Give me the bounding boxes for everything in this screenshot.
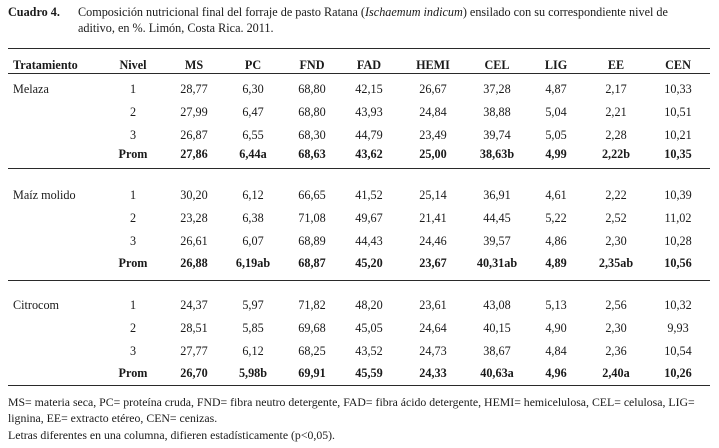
table-cell: 6,30 bbox=[242, 82, 264, 96]
column-header: MS bbox=[184, 58, 204, 72]
column-header: EE bbox=[607, 58, 625, 72]
table-cell: 6,55 bbox=[242, 128, 264, 142]
table-cell: 44,43 bbox=[355, 234, 383, 248]
table-cell: 2,21 bbox=[605, 105, 627, 119]
column-header: HEMI bbox=[416, 58, 450, 72]
table-cell: 2,28 bbox=[605, 128, 627, 142]
table-cell: 27,99 bbox=[180, 105, 208, 119]
average-label: Prom bbox=[118, 366, 148, 380]
table-cell: 24,64 bbox=[419, 321, 447, 335]
table-cell: 23,28 bbox=[180, 211, 208, 225]
average-label: Prom bbox=[118, 147, 148, 161]
table-cell: 71,82 bbox=[298, 298, 326, 312]
treatment-name: Maíz molido bbox=[13, 188, 76, 202]
table-cell: 68,89 bbox=[298, 234, 326, 248]
average-cell: 2,35ab bbox=[598, 256, 634, 270]
table-cell: 2 bbox=[129, 211, 137, 225]
table-cell: 40,15 bbox=[483, 321, 511, 335]
treatment-name: Citrocom bbox=[13, 298, 60, 312]
table-cell: 26,67 bbox=[419, 82, 447, 96]
average-cell: 10,26 bbox=[664, 366, 692, 380]
table-cell: 23,61 bbox=[419, 298, 447, 312]
table-cell: 3 bbox=[129, 234, 137, 248]
table-cell: 43,52 bbox=[355, 344, 383, 358]
caption-text-start: Composición nutricional final del forraje de pasto Ratana ( bbox=[78, 5, 365, 19]
table-cell: 36,91 bbox=[483, 188, 511, 202]
table-cell: 69,68 bbox=[298, 321, 326, 335]
average-cell: 40,63a bbox=[480, 366, 514, 380]
table-rule bbox=[8, 385, 710, 386]
table-cell: 1 bbox=[129, 188, 137, 202]
table-cell: 4,61 bbox=[545, 188, 567, 202]
column-header: FAD bbox=[356, 58, 382, 72]
table-cell: 10,33 bbox=[664, 82, 692, 96]
table-cell: 5,85 bbox=[242, 321, 264, 335]
column-header: FND bbox=[299, 58, 325, 72]
table-rule bbox=[8, 73, 710, 74]
average-cell: 40,31ab bbox=[476, 256, 518, 270]
significance-note: Letras diferentes en una columna, difieren estadísticamente (p<0,05). bbox=[8, 428, 336, 442]
table-cell: 2,17 bbox=[605, 82, 627, 96]
average-cell: 43,62 bbox=[355, 147, 383, 161]
table-cell: 2,30 bbox=[605, 234, 627, 248]
species-name: Ischaemum indicum bbox=[365, 5, 463, 19]
table-cell: 10,28 bbox=[664, 234, 692, 248]
table-cell: 4,90 bbox=[545, 321, 567, 335]
table-cell: 1 bbox=[129, 82, 137, 96]
table-cell: 11,02 bbox=[664, 211, 692, 225]
table-cell: 28,51 bbox=[180, 321, 208, 335]
table-cell: 5,97 bbox=[242, 298, 264, 312]
average-cell: 25,00 bbox=[419, 147, 447, 161]
table-cell: 24,73 bbox=[419, 344, 447, 358]
table-cell: 38,88 bbox=[483, 105, 511, 119]
column-header: CEN bbox=[665, 58, 691, 72]
table-cell: 26,87 bbox=[180, 128, 208, 142]
table-cell: 10,51 bbox=[664, 105, 692, 119]
column-header: Tratamiento bbox=[13, 58, 78, 72]
column-header: Nivel bbox=[119, 58, 147, 72]
table-cell: 6,12 bbox=[242, 188, 264, 202]
table-cell: 10,32 bbox=[664, 298, 692, 312]
table-cell: 68,80 bbox=[298, 82, 326, 96]
table-cell: 23,49 bbox=[419, 128, 447, 142]
average-cell: 69,91 bbox=[298, 366, 326, 380]
table-cell: 24,84 bbox=[419, 105, 447, 119]
column-header: LIG bbox=[544, 58, 568, 72]
table-cell: 39,74 bbox=[483, 128, 511, 142]
table-cell: 68,25 bbox=[298, 344, 326, 358]
table-cell: 4,86 bbox=[545, 234, 567, 248]
table-cell: 25,14 bbox=[419, 188, 447, 202]
table-cell: 3 bbox=[129, 128, 137, 142]
table-cell: 5,13 bbox=[545, 298, 567, 312]
table-cell: 6,38 bbox=[242, 211, 264, 225]
table-cell: 41,52 bbox=[355, 188, 383, 202]
table-cell: 3 bbox=[129, 344, 137, 358]
table-cell: 10,54 bbox=[664, 344, 692, 358]
table-cell: 43,08 bbox=[483, 298, 511, 312]
table-cell: 26,61 bbox=[180, 234, 208, 248]
average-cell: 38,63b bbox=[479, 147, 515, 161]
table-cell: 2 bbox=[129, 105, 137, 119]
table-cell: 28,77 bbox=[180, 82, 208, 96]
average-cell: 10,56 bbox=[664, 256, 692, 270]
table-cell: 44,79 bbox=[355, 128, 383, 142]
table-cell: 6,07 bbox=[242, 234, 264, 248]
table-cell: 4,84 bbox=[545, 344, 567, 358]
table-cell: 2,52 bbox=[605, 211, 627, 225]
table-cell: 71,08 bbox=[298, 211, 326, 225]
average-cell: 24,33 bbox=[419, 366, 447, 380]
table-cell: 49,67 bbox=[355, 211, 383, 225]
average-cell: 6,19ab bbox=[235, 256, 271, 270]
table-rule bbox=[8, 280, 710, 281]
table-cell: 24,46 bbox=[419, 234, 447, 248]
table-rule bbox=[8, 168, 710, 169]
table-cell: 6,47 bbox=[242, 105, 264, 119]
table-cell: 5,05 bbox=[545, 128, 567, 142]
average-label: Prom bbox=[118, 256, 148, 270]
table-cell: 10,39 bbox=[664, 188, 692, 202]
table-cell: 2,30 bbox=[605, 321, 627, 335]
average-cell: 26,70 bbox=[180, 366, 208, 380]
average-cell: 26,88 bbox=[180, 256, 208, 270]
average-cell: 45,20 bbox=[355, 256, 383, 270]
table-cell: 24,37 bbox=[180, 298, 208, 312]
table-cell: 2,56 bbox=[605, 298, 627, 312]
table-cell: 21,41 bbox=[419, 211, 447, 225]
table-cell: 2,36 bbox=[605, 344, 627, 358]
table-cell: 6,12 bbox=[242, 344, 264, 358]
table-cell: 9,93 bbox=[667, 321, 689, 335]
average-cell: 68,63 bbox=[298, 147, 326, 161]
table-cell: 30,20 bbox=[180, 188, 208, 202]
abbreviations-note: MS= materia seca, PC= proteína cruda, FND= fibra neutro detergente, FAD= fibra ácido detergente, HEMI= hemicelulosa, CEL= celulosa, LIG= lignina, EE= extracto etéreo, CEN= cenizas. bbox=[8, 395, 695, 425]
table-cell: 2,22 bbox=[605, 188, 627, 202]
average-cell: 45,59 bbox=[355, 366, 383, 380]
table-cell: 1 bbox=[129, 298, 137, 312]
average-cell: 23,67 bbox=[419, 256, 447, 270]
column-header: CEL bbox=[484, 58, 510, 72]
table-cell: 10,21 bbox=[664, 128, 692, 142]
table-cell: 37,28 bbox=[483, 82, 511, 96]
average-cell: 6,44a bbox=[239, 147, 267, 161]
average-cell: 4,99 bbox=[545, 147, 567, 161]
table-cell: 48,20 bbox=[355, 298, 383, 312]
caption-text-end: ) ensilado con su correspondiente nivel de aditivo, en %. Limón, Costa Rica. 2011. bbox=[78, 5, 668, 35]
table-cell: 2 bbox=[129, 321, 137, 335]
caption-label: Cuadro 4. bbox=[8, 5, 60, 19]
table-cell: 68,30 bbox=[298, 128, 326, 142]
table-cell: 66,65 bbox=[298, 188, 326, 202]
table-cell: 4,87 bbox=[545, 82, 567, 96]
table-rule bbox=[8, 48, 710, 49]
column-header: PC bbox=[244, 58, 262, 72]
treatment-name: Melaza bbox=[13, 82, 49, 96]
average-cell: 68,87 bbox=[298, 256, 326, 270]
table-cell: 68,80 bbox=[298, 105, 326, 119]
table-cell: 5,04 bbox=[545, 105, 567, 119]
table-cell: 44,45 bbox=[483, 211, 511, 225]
average-cell: 10,35 bbox=[664, 147, 692, 161]
table-cell: 45,05 bbox=[355, 321, 383, 335]
average-cell: 2,40a bbox=[602, 366, 630, 380]
average-cell: 4,89 bbox=[545, 256, 567, 270]
table-cell: 39,57 bbox=[483, 234, 511, 248]
table-cell: 5,22 bbox=[545, 211, 567, 225]
caption-text bbox=[78, 5, 703, 36]
average-cell: 5,98b bbox=[238, 366, 268, 380]
average-cell: 4,96 bbox=[545, 366, 567, 380]
average-cell: 2,22b bbox=[601, 147, 631, 161]
table-cell: 42,15 bbox=[355, 82, 383, 96]
average-cell: 27,86 bbox=[180, 147, 208, 161]
table-cell: 38,67 bbox=[483, 344, 511, 358]
table-cell: 43,93 bbox=[355, 105, 383, 119]
table-cell: 27,77 bbox=[180, 344, 208, 358]
